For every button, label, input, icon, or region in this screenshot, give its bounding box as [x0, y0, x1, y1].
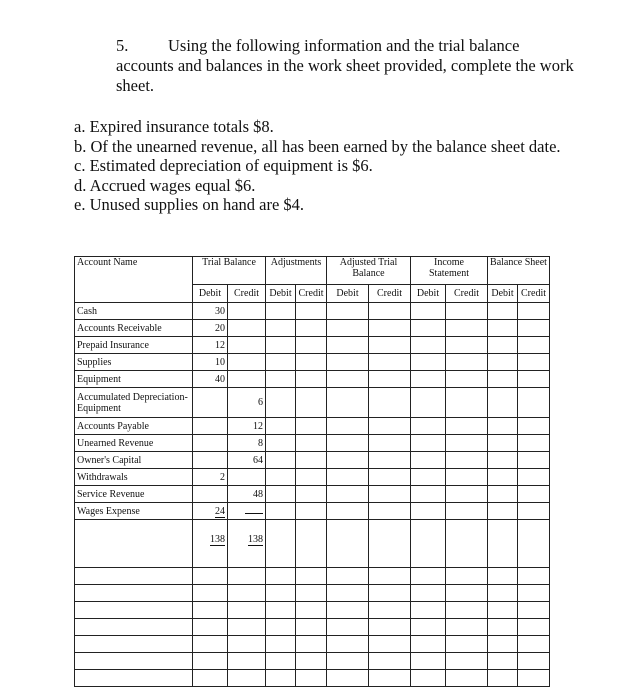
- empty-cell: [369, 670, 411, 687]
- empty-cell: [411, 337, 446, 354]
- empty-cell: [518, 435, 550, 452]
- tb-credit-cell: 48: [228, 486, 266, 503]
- empty-cell: [327, 568, 369, 585]
- empty-cell: [446, 568, 488, 585]
- sub-adj-credit: Credit: [296, 285, 327, 303]
- blank-row: [75, 585, 550, 602]
- sub-atb-debit: Debit: [327, 285, 369, 303]
- tb-credit-cell: 12: [228, 418, 266, 435]
- totals-label-cell: [75, 520, 193, 568]
- header-trial-balance: Trial Balance: [193, 257, 266, 285]
- table-row: [75, 469, 550, 486]
- empty-cell: [488, 585, 518, 602]
- empty-cell: [446, 337, 488, 354]
- empty-cell: [369, 371, 411, 388]
- empty-cell: [518, 568, 550, 585]
- empty-cell: [369, 354, 411, 371]
- empty-cell: [327, 418, 369, 435]
- tb-debit-cell: 12: [193, 337, 228, 354]
- totals-row: [75, 520, 550, 568]
- empty-cell: [488, 568, 518, 585]
- empty-cell: [327, 337, 369, 354]
- tb-credit-cell: 64: [228, 452, 266, 469]
- empty-cell: [296, 435, 327, 452]
- empty-cell: [75, 585, 193, 602]
- tb-debit-cell: [193, 503, 228, 520]
- blank-row: [75, 619, 550, 636]
- empty-cell: [446, 435, 488, 452]
- tb-credit-cell: [228, 371, 266, 388]
- empty-cell: [266, 354, 296, 371]
- empty-cell: [411, 619, 446, 636]
- account-name-cell: Accounts Payable: [75, 418, 193, 435]
- empty-cell: [296, 388, 327, 418]
- empty-cell: [296, 503, 327, 520]
- empty-cell: [266, 469, 296, 486]
- empty-cell: [296, 418, 327, 435]
- empty-cell: [369, 503, 411, 520]
- tb-debit-cell: 20: [193, 320, 228, 337]
- empty-cell: [411, 486, 446, 503]
- sub-bs-debit: Debit: [488, 285, 518, 303]
- empty-cell: [75, 653, 193, 670]
- account-name-cell: Withdrawals: [75, 469, 193, 486]
- empty-cell: [296, 568, 327, 585]
- empty-cell: [446, 418, 488, 435]
- total-tb-debit: 138: [210, 534, 225, 545]
- tb-debit-cell: [193, 388, 228, 418]
- empty-cell: [296, 585, 327, 602]
- empty-cell: [266, 388, 296, 418]
- empty-cell: [266, 619, 296, 636]
- tb-debit-cell: 10: [193, 354, 228, 371]
- tb-credit-cell: [228, 503, 266, 520]
- empty-cell: [296, 636, 327, 653]
- empty-cell: [327, 520, 369, 568]
- tb-credit-cell: [228, 354, 266, 371]
- table-row: [75, 303, 550, 320]
- empty-cell: [266, 602, 296, 619]
- table-row: [75, 337, 550, 354]
- empty-cell: [488, 354, 518, 371]
- empty-cell: [266, 486, 296, 503]
- empty-cell: [327, 503, 369, 520]
- tb-debit-value: 24: [215, 505, 225, 517]
- sub-tb-debit: Debit: [193, 285, 228, 303]
- empty-cell: [488, 388, 518, 418]
- table-row: [75, 435, 550, 452]
- empty-cell: [296, 670, 327, 687]
- item-d: d. Accrued wages equal $6.: [74, 175, 256, 195]
- empty-cell: [327, 435, 369, 452]
- empty-cell: [488, 303, 518, 320]
- tb-credit-cell: [228, 303, 266, 320]
- empty-cell: [193, 653, 228, 670]
- empty-cell: [446, 585, 488, 602]
- adjustment-items: [74, 117, 574, 215]
- empty-cell: [411, 418, 446, 435]
- sub-bs-credit: Credit: [518, 285, 550, 303]
- empty-cell: [193, 585, 228, 602]
- empty-cell: [369, 602, 411, 619]
- empty-cell: [266, 452, 296, 469]
- empty-cell: [327, 602, 369, 619]
- empty-cell: [488, 520, 518, 568]
- empty-cell: [488, 619, 518, 636]
- empty-cell: [488, 435, 518, 452]
- tb-credit-cell: 8: [228, 435, 266, 452]
- empty-cell: [369, 653, 411, 670]
- empty-cell: [369, 435, 411, 452]
- account-name-cell: Prepaid Insurance: [75, 337, 193, 354]
- empty-cell: [488, 320, 518, 337]
- empty-cell: [411, 371, 446, 388]
- blank-row: [75, 670, 550, 687]
- empty-cell: [518, 469, 550, 486]
- empty-cell: [266, 585, 296, 602]
- empty-cell: [411, 520, 446, 568]
- blank-row: [75, 568, 550, 585]
- blank-row: [75, 636, 550, 653]
- empty-cell: [266, 636, 296, 653]
- empty-cell: [446, 303, 488, 320]
- empty-cell: [296, 602, 327, 619]
- empty-cell: [488, 371, 518, 388]
- empty-cell: [518, 354, 550, 371]
- empty-cell: [228, 568, 266, 585]
- empty-cell: [411, 636, 446, 653]
- tb-debit-cell: 30: [193, 303, 228, 320]
- empty-cell: [518, 585, 550, 602]
- empty-cell: [193, 568, 228, 585]
- table-row: [75, 388, 550, 418]
- account-name-cell: Service Revenue: [75, 486, 193, 503]
- empty-cell: [266, 337, 296, 354]
- tb-debit-cell: 2: [193, 469, 228, 486]
- empty-cell: [446, 371, 488, 388]
- account-name-cell: Wages Expense: [75, 503, 193, 520]
- empty-cell: [369, 568, 411, 585]
- empty-cell: [369, 303, 411, 320]
- empty-cell: [518, 486, 550, 503]
- empty-cell: [411, 435, 446, 452]
- question-number: 5.: [116, 36, 129, 55]
- empty-cell: [446, 486, 488, 503]
- empty-cell: [488, 452, 518, 469]
- empty-cell: [411, 602, 446, 619]
- empty-cell: [266, 653, 296, 670]
- empty-cell: [446, 653, 488, 670]
- empty-cell: [266, 371, 296, 388]
- header-account-name: Account Name: [75, 257, 193, 303]
- empty-cell: [266, 503, 296, 520]
- table-row: [75, 418, 550, 435]
- empty-cell: [369, 469, 411, 486]
- question-text: [116, 36, 576, 96]
- item-a: a. Expired insurance totals $8.: [74, 117, 274, 136]
- empty-cell: [369, 585, 411, 602]
- table-row: [75, 486, 550, 503]
- empty-cell: [327, 636, 369, 653]
- empty-cell: [446, 388, 488, 418]
- empty-cell: [228, 602, 266, 619]
- account-name-cell: Supplies: [75, 354, 193, 371]
- empty-cell: [488, 653, 518, 670]
- item-c: c. Estimated depreciation of equipment is $6.: [74, 156, 373, 176]
- sub-is-debit: Debit: [411, 285, 446, 303]
- empty-cell: [228, 670, 266, 687]
- account-name-cell: Owner's Capital: [75, 452, 193, 469]
- empty-cell: [488, 670, 518, 687]
- table-row: [75, 320, 550, 337]
- table-row: [75, 452, 550, 469]
- empty-cell: [518, 303, 550, 320]
- work-sheet-table: [74, 256, 550, 687]
- empty-cell: [411, 670, 446, 687]
- empty-cell: [488, 469, 518, 486]
- account-name-cell: Accumulated Depreciation-Equipment: [75, 388, 193, 418]
- empty-cell: [446, 619, 488, 636]
- empty-cell: [518, 452, 550, 469]
- tb-debit-cell: [193, 486, 228, 503]
- empty-cell: [369, 337, 411, 354]
- account-name-cell: Unearned Revenue: [75, 435, 193, 452]
- account-name-cell: Cash: [75, 303, 193, 320]
- empty-cell: [446, 320, 488, 337]
- empty-cell: [296, 653, 327, 670]
- empty-cell: [446, 503, 488, 520]
- empty-cell: [446, 520, 488, 568]
- blank-row: [75, 653, 550, 670]
- empty-cell: [518, 619, 550, 636]
- empty-cell: [327, 469, 369, 486]
- empty-cell: [296, 320, 327, 337]
- empty-cell: [488, 337, 518, 354]
- empty-cell: [327, 388, 369, 418]
- tb-debit-cell: [193, 418, 228, 435]
- empty-cell: [369, 320, 411, 337]
- total-tb-credit: 138: [248, 534, 263, 545]
- empty-cell: [327, 371, 369, 388]
- sub-atb-credit: Credit: [369, 285, 411, 303]
- tb-credit-value: [245, 513, 263, 514]
- empty-cell: [296, 619, 327, 636]
- empty-cell: [327, 303, 369, 320]
- empty-cell: [411, 585, 446, 602]
- empty-cell: [75, 670, 193, 687]
- sub-tb-credit: Credit: [228, 285, 266, 303]
- item-b: b. Of the unearned revenue, all has been earned by the balance sheet date.: [74, 136, 561, 156]
- empty-cell: [228, 653, 266, 670]
- empty-cell: [446, 636, 488, 653]
- empty-cell: [75, 602, 193, 619]
- empty-cell: [228, 619, 266, 636]
- empty-cell: [75, 568, 193, 585]
- empty-cell: [296, 371, 327, 388]
- empty-cell: [411, 653, 446, 670]
- empty-cell: [488, 602, 518, 619]
- empty-cell: [369, 486, 411, 503]
- account-name-cell: Accounts Receivable: [75, 320, 193, 337]
- empty-cell: [518, 520, 550, 568]
- empty-cell: [228, 636, 266, 653]
- empty-cell: [266, 320, 296, 337]
- empty-cell: [327, 670, 369, 687]
- empty-cell: [518, 636, 550, 653]
- empty-cell: [518, 653, 550, 670]
- empty-cell: [266, 303, 296, 320]
- empty-cell: [446, 452, 488, 469]
- empty-cell: [266, 435, 296, 452]
- empty-cell: [411, 303, 446, 320]
- header-balance-sheet: Balance Sheet: [488, 257, 550, 285]
- empty-cell: [296, 337, 327, 354]
- empty-cell: [518, 503, 550, 520]
- empty-cell: [369, 619, 411, 636]
- empty-cell: [488, 636, 518, 653]
- account-name-cell: Equipment: [75, 371, 193, 388]
- empty-cell: [327, 619, 369, 636]
- tb-debit-cell: 40: [193, 371, 228, 388]
- tb-credit-cell: 6: [228, 388, 266, 418]
- empty-cell: [488, 418, 518, 435]
- empty-cell: [518, 371, 550, 388]
- empty-cell: [228, 585, 266, 602]
- empty-cell: [518, 602, 550, 619]
- tb-credit-cell: [228, 337, 266, 354]
- table-row: [75, 371, 550, 388]
- empty-cell: [327, 354, 369, 371]
- empty-cell: [193, 602, 228, 619]
- table-row: [75, 503, 550, 520]
- empty-cell: [296, 520, 327, 568]
- sub-adj-debit: Debit: [266, 285, 296, 303]
- empty-cell: [327, 452, 369, 469]
- tb-debit-cell: [193, 435, 228, 452]
- tb-credit-cell: [228, 469, 266, 486]
- empty-cell: [411, 388, 446, 418]
- empty-cell: [266, 418, 296, 435]
- total-tb-debit-cell: [193, 520, 228, 568]
- empty-cell: [369, 636, 411, 653]
- empty-cell: [411, 503, 446, 520]
- empty-cell: [266, 568, 296, 585]
- tb-debit-cell: [193, 452, 228, 469]
- header-adjusted-trial-balance: Adjusted Trial Balance: [327, 257, 411, 285]
- empty-cell: [411, 469, 446, 486]
- empty-cell: [446, 469, 488, 486]
- item-e: e. Unused supplies on hand are $4.: [74, 195, 305, 215]
- empty-cell: [446, 602, 488, 619]
- empty-cell: [518, 670, 550, 687]
- blank-row: [75, 602, 550, 619]
- empty-cell: [296, 486, 327, 503]
- header-adjustments: Adjustments: [266, 257, 327, 285]
- empty-cell: [296, 469, 327, 486]
- tb-credit-cell: [228, 320, 266, 337]
- empty-cell: [411, 354, 446, 371]
- empty-cell: [327, 653, 369, 670]
- empty-cell: [266, 670, 296, 687]
- empty-cell: [411, 452, 446, 469]
- empty-cell: [446, 354, 488, 371]
- table-row: [75, 354, 550, 371]
- empty-cell: [488, 503, 518, 520]
- empty-cell: [518, 388, 550, 418]
- empty-cell: [193, 636, 228, 653]
- empty-cell: [266, 520, 296, 568]
- empty-cell: [193, 619, 228, 636]
- empty-cell: [518, 418, 550, 435]
- total-tb-credit-cell: [228, 520, 266, 568]
- empty-cell: [327, 585, 369, 602]
- empty-cell: [369, 452, 411, 469]
- empty-cell: [369, 418, 411, 435]
- empty-cell: [518, 337, 550, 354]
- empty-cell: [296, 303, 327, 320]
- empty-cell: [327, 320, 369, 337]
- empty-cell: [411, 320, 446, 337]
- empty-cell: [446, 670, 488, 687]
- question-body: Using the following information and the trial balance accounts and balances in the work sheet provided, complete the work sheet.: [116, 36, 574, 95]
- empty-cell: [296, 354, 327, 371]
- empty-cell: [296, 452, 327, 469]
- empty-cell: [369, 520, 411, 568]
- empty-cell: [75, 636, 193, 653]
- empty-cell: [193, 670, 228, 687]
- sub-is-credit: Credit: [446, 285, 488, 303]
- empty-cell: [369, 388, 411, 418]
- empty-cell: [411, 568, 446, 585]
- empty-cell: [75, 619, 193, 636]
- header-income-statement: Income Statement: [411, 257, 488, 285]
- empty-cell: [518, 320, 550, 337]
- empty-cell: [488, 486, 518, 503]
- empty-cell: [327, 486, 369, 503]
